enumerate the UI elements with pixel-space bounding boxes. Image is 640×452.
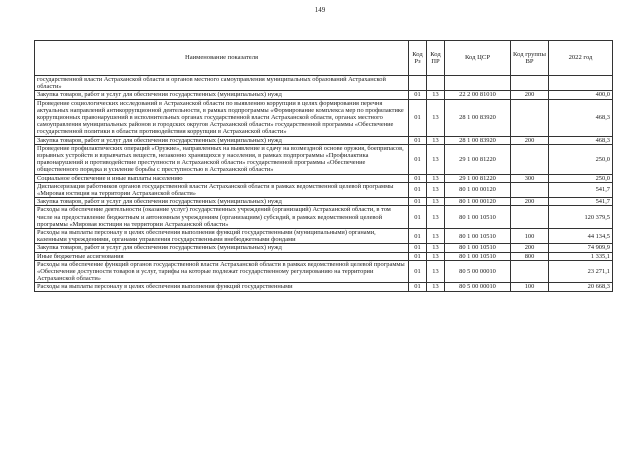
row-rz: 01	[409, 206, 427, 229]
row-pr: 13	[427, 136, 445, 144]
row-amount: 468,3	[549, 99, 613, 136]
row-csr: 29 1 00 81220	[445, 144, 511, 174]
row-vr	[511, 206, 549, 229]
header-vr: Код группы ВР	[511, 41, 549, 76]
row-name: Расходы на выплаты персоналу в целях обеспечения выполнения функций государственными	[35, 283, 409, 291]
table-row	[35, 99, 613, 136]
row-name: Диспансеризация работников органов государственной власти Астраханской области в рамках ведомственной целевой программы «Мировая юстиция на территории Астраханской области»	[35, 182, 409, 197]
row-vr	[511, 76, 549, 91]
table-header-row	[35, 41, 613, 76]
row-vr: 200	[511, 136, 549, 144]
row-csr: 80 1 00 00120	[445, 182, 511, 197]
row-amount: 541,7	[549, 198, 613, 206]
row-name: Расходы на обеспечение деятельности (оказание услуг) государственных учреждений (организаций) Астраханской области, в том числе на предоставление бюджетным и автономным учреждениям (организациям) субсидий, в рамках ведомственной целевой программы «Мировая юстиция на территории Астраханской области»	[35, 206, 409, 229]
row-rz: 01	[409, 260, 427, 283]
row-csr: 80 1 00 10510	[445, 229, 511, 244]
row-csr: 29 1 00 81220	[445, 174, 511, 182]
row-csr: 28 1 00 83920	[445, 99, 511, 136]
table-row	[35, 283, 613, 291]
row-amount: 541,7	[549, 182, 613, 197]
row-name: Иные бюджетные ассигнования	[35, 252, 409, 260]
row-amount: 120 379,5	[549, 206, 613, 229]
row-amount: 74 909,9	[549, 244, 613, 252]
table-row	[35, 144, 613, 174]
row-vr	[511, 182, 549, 197]
header-year: 2022 год	[549, 41, 613, 76]
page-number: 149	[314, 6, 326, 14]
budget-table	[34, 40, 613, 292]
row-rz: 01	[409, 229, 427, 244]
header-pr: Код ПР	[427, 41, 445, 76]
row-vr: 200	[511, 91, 549, 99]
row-csr	[445, 76, 511, 91]
row-amount: 20 668,3	[549, 283, 613, 291]
row-amount: 400,0	[549, 91, 613, 99]
table-row	[35, 229, 613, 244]
row-name: Закупка товаров, работ и услуг для обеспечения государственных (муниципальных) нужд	[35, 244, 409, 252]
table-row	[35, 174, 613, 182]
row-vr: 800	[511, 252, 549, 260]
row-name: Расходы на выплаты персоналу в целях обеспечения выполнения функций государственными (муниципальными) органами, казенными учреждениями, органами управления государственными внебюджетными фондами	[35, 229, 409, 244]
row-pr: 13	[427, 244, 445, 252]
row-name: Закупка товаров, работ и услуг для обеспечения государственных (муниципальных) нужд	[35, 136, 409, 144]
row-pr: 13	[427, 91, 445, 99]
row-vr	[511, 99, 549, 136]
table-row	[35, 244, 613, 252]
header-rz: Код Рз	[409, 41, 427, 76]
row-vr: 300	[511, 174, 549, 182]
row-vr: 200	[511, 244, 549, 252]
row-rz: 01	[409, 182, 427, 197]
row-name: Закупка товаров, работ и услуг для обеспечения государственных (муниципальных) нужд	[35, 198, 409, 206]
row-csr: 28 1 00 83920	[445, 136, 511, 144]
table-row	[35, 206, 613, 229]
table-row	[35, 260, 613, 283]
row-pr: 13	[427, 252, 445, 260]
row-amount: 250,0	[549, 174, 613, 182]
row-pr: 13	[427, 206, 445, 229]
row-name: Закупка товаров, работ и услуг для обеспечения государственных (муниципальных) нужд	[35, 91, 409, 99]
row-rz: 01	[409, 99, 427, 136]
row-pr: 13	[427, 229, 445, 244]
row-rz	[409, 76, 427, 91]
row-pr: 13	[427, 174, 445, 182]
table-row	[35, 182, 613, 197]
row-csr: 80 1 00 10510	[445, 206, 511, 229]
row-name: Проведение профилактических операций «Оружие», направленных на выявление и сдачу на возмездной основе оружия, боеприпасов, взрывных устройств и взрывчатых веществ, незаконно хранящихся у населения, в рамках подпрограммы «Профилактика правонарушений и противодействие преступности в Астраханской области» государственной программы «Обеспечение общественного порядка и усиление борьбы с преступностью в Астраханской области»	[35, 144, 409, 174]
row-pr: 13	[427, 198, 445, 206]
row-rz: 01	[409, 136, 427, 144]
row-vr	[511, 260, 549, 283]
row-pr: 13	[427, 260, 445, 283]
row-amount: 1 335,1	[549, 252, 613, 260]
row-csr: 80 1 00 10510	[445, 252, 511, 260]
row-name: Социальное обеспечение и иные выплаты населению	[35, 174, 409, 182]
row-name: Проведение социологических исследований в Астраханской области по выявлению коррупции в целях формирования перечня актуальных направлений антикоррупционной деятельности, в рамках подпрограммы «Формирование комплекса мер по профилактике коррупционных правонарушений в исполнительных органах государственной власти Астраханской области, органах местного самоуправления муниципальных районов и городских округов Астраханской области» государственной программы «Обеспечение государственной политики в области противодействия коррупции в Астраханской области»	[35, 99, 409, 136]
row-vr: 100	[511, 229, 549, 244]
row-amount	[549, 76, 613, 91]
row-vr	[511, 144, 549, 174]
table-row	[35, 252, 613, 260]
row-pr: 13	[427, 283, 445, 291]
row-csr: 80 5 00 00010	[445, 283, 511, 291]
table-row	[35, 198, 613, 206]
row-name: государственной власти Астраханской области и органов местного самоуправления муниципальных образований Астраханской области»	[35, 76, 409, 91]
table-row	[35, 76, 613, 91]
row-rz: 01	[409, 244, 427, 252]
row-pr: 13	[427, 144, 445, 174]
row-rz: 01	[409, 174, 427, 182]
header-csr: Код ЦСР	[445, 41, 511, 76]
row-csr: 80 5 00 00010	[445, 260, 511, 283]
row-rz: 01	[409, 198, 427, 206]
row-amount: 23 271,1	[549, 260, 613, 283]
row-amount: 250,0	[549, 144, 613, 174]
row-csr: 80 1 00 00120	[445, 198, 511, 206]
row-vr: 100	[511, 283, 549, 291]
row-vr: 200	[511, 198, 549, 206]
header-name: Наименование показателя	[35, 41, 409, 76]
row-rz: 01	[409, 283, 427, 291]
row-name: Расходы на обеспечение функций органов государственной власти Астраханской области в рамках ведомственной целевой программы «Обеспечение доступности товаров и услуг, тарифы на которые подлежат государственному регулированию на территории Астраханской области»	[35, 260, 409, 283]
table-row	[35, 91, 613, 99]
row-csr: 22 2 00 81010	[445, 91, 511, 99]
row-pr	[427, 76, 445, 91]
table-row	[35, 136, 613, 144]
row-amount: 468,3	[549, 136, 613, 144]
row-pr: 13	[427, 99, 445, 136]
row-rz: 01	[409, 252, 427, 260]
row-rz: 01	[409, 144, 427, 174]
row-csr: 80 1 00 10510	[445, 244, 511, 252]
row-pr: 13	[427, 182, 445, 197]
row-rz: 01	[409, 91, 427, 99]
row-amount: 44 134,5	[549, 229, 613, 244]
